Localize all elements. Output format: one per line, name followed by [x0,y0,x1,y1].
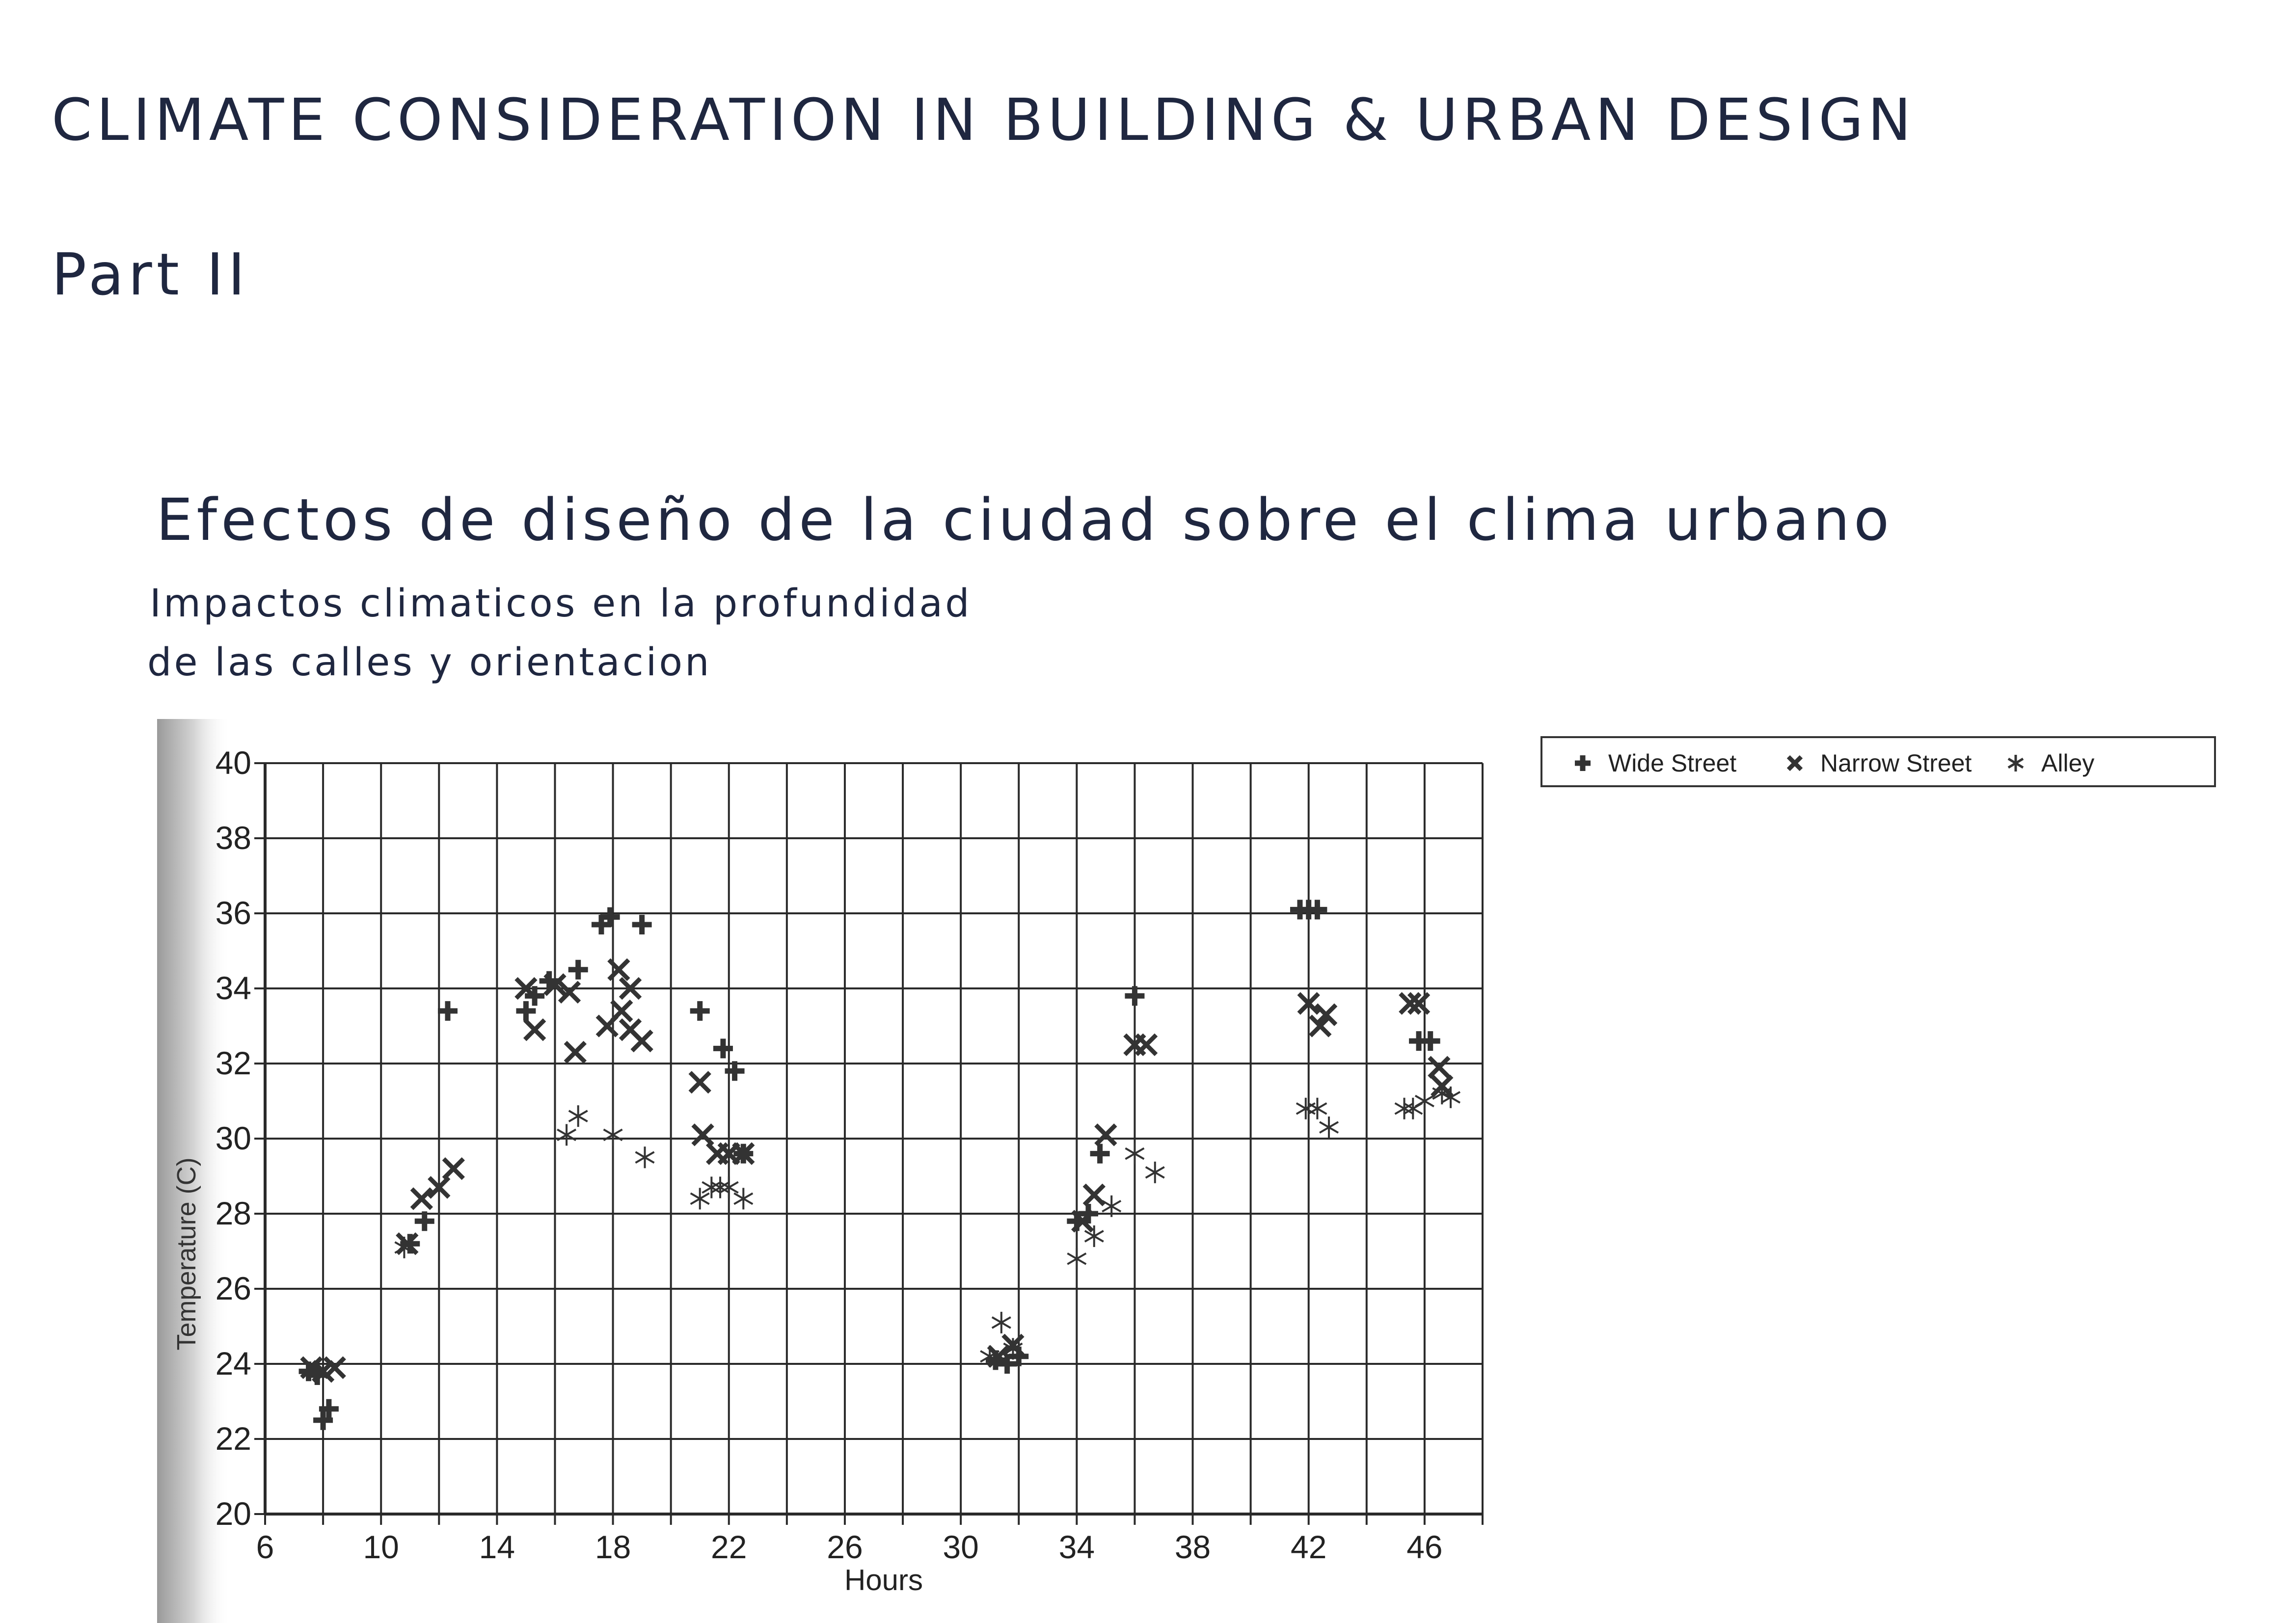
data-point-asterisk [1297,1098,1315,1119]
grid-lines [265,763,1483,1514]
y-tick-label: 20 [215,1495,251,1532]
x-tick-label: 22 [711,1529,747,1565]
data-point-x [632,1031,652,1051]
data-point-x [1429,1058,1449,1077]
data-point-x [1096,1125,1115,1144]
scatter-chart [157,719,1532,1623]
data-point-asterisk [992,1312,1011,1333]
data-point-x [693,1125,713,1144]
y-tick-label: 22 [215,1420,251,1457]
x-tick-label: 42 [1291,1529,1327,1565]
data-point-asterisk [569,1105,588,1127]
slide-heading: Efectos de diseño de la ciudad sobre el clima urbano [156,486,1893,554]
y-axis-label: Temperature (C) [172,1157,201,1351]
y-tick-label: 24 [215,1345,251,1382]
data-point-x [566,1042,585,1062]
chart-figure [157,719,1532,1623]
data-point-x [612,1001,631,1021]
x-tick-label: 18 [594,1529,631,1565]
subtitle-line-2: de las calles y orientacion [147,640,712,685]
x-tick-label: 10 [363,1529,399,1565]
x-tick-label: 38 [1174,1529,1211,1565]
asterisk-marker-icon [2001,748,2030,778]
data-point-plus [568,960,588,980]
y-tick-label: 28 [215,1195,251,1231]
y-tick-label: 26 [215,1270,251,1306]
data-point-asterisk [1404,1098,1422,1119]
y-tick-label: 38 [215,820,251,856]
data-point-plus [632,915,652,934]
data-point-plus [1090,1144,1110,1164]
data-point-asterisk [1125,1143,1144,1165]
data-point-asterisk [1308,1098,1326,1119]
legend-label: Wide Street [1608,749,1737,777]
data-point-x [609,960,628,980]
data-point-x [525,1020,544,1039]
y-tick-label: 32 [215,1045,251,1081]
legend-item-alley [2001,746,2094,780]
x-tick-label: 46 [1406,1529,1443,1565]
data-point-asterisk [1320,1117,1338,1138]
part-title: Part II [52,240,250,308]
data-point-asterisk [604,1124,622,1145]
y-tick-label: 36 [215,895,251,931]
y-tick-label: 40 [215,745,251,781]
x-tick-label: 30 [943,1529,979,1565]
x-tick-label: 26 [827,1529,863,1565]
chart-legend [1540,736,2216,787]
x-tick-label: 6 [256,1529,274,1565]
data-point-asterisk [1415,1091,1434,1112]
y-tick-label: 34 [215,970,251,1006]
data-point-plus [1421,1031,1440,1051]
tick-labels [216,745,1443,1565]
data-point-asterisk [557,1124,576,1145]
data-point-asterisk [636,1146,654,1168]
page-title: CLIMATE CONSIDERATION IN BUILDING & URBAN DESIGN [52,86,1916,154]
data-point-x [1136,1035,1156,1055]
legend-item-wide-street [1568,746,1736,780]
subtitle-line-1: Impactos climaticos en la profundidad [150,582,972,626]
data-point-asterisk [711,1176,729,1198]
x-axis-label: Hours [844,1564,923,1596]
data-point-plus [690,1001,710,1021]
legend-label: Narrow Street [1820,749,1972,777]
data-points [299,900,1460,1430]
y-tick-label: 30 [215,1120,251,1156]
data-point-plus [438,1001,458,1021]
data-point-x [412,1189,432,1208]
legend-item-narrow-street [1780,746,1972,780]
data-point-asterisk [1395,1098,1414,1119]
x-marker-icon [1780,748,1810,778]
legend-label: Alley [2041,749,2095,777]
plus-marker-icon [1568,748,1597,778]
x-tick-label: 34 [1058,1529,1095,1565]
data-point-x [690,1072,710,1092]
data-point-asterisk [1067,1248,1086,1270]
data-point-asterisk [1146,1162,1164,1183]
x-tick-label: 14 [479,1529,515,1565]
data-point-x [1084,1185,1104,1205]
data-point-x [444,1159,463,1178]
data-point-plus [713,1038,733,1058]
